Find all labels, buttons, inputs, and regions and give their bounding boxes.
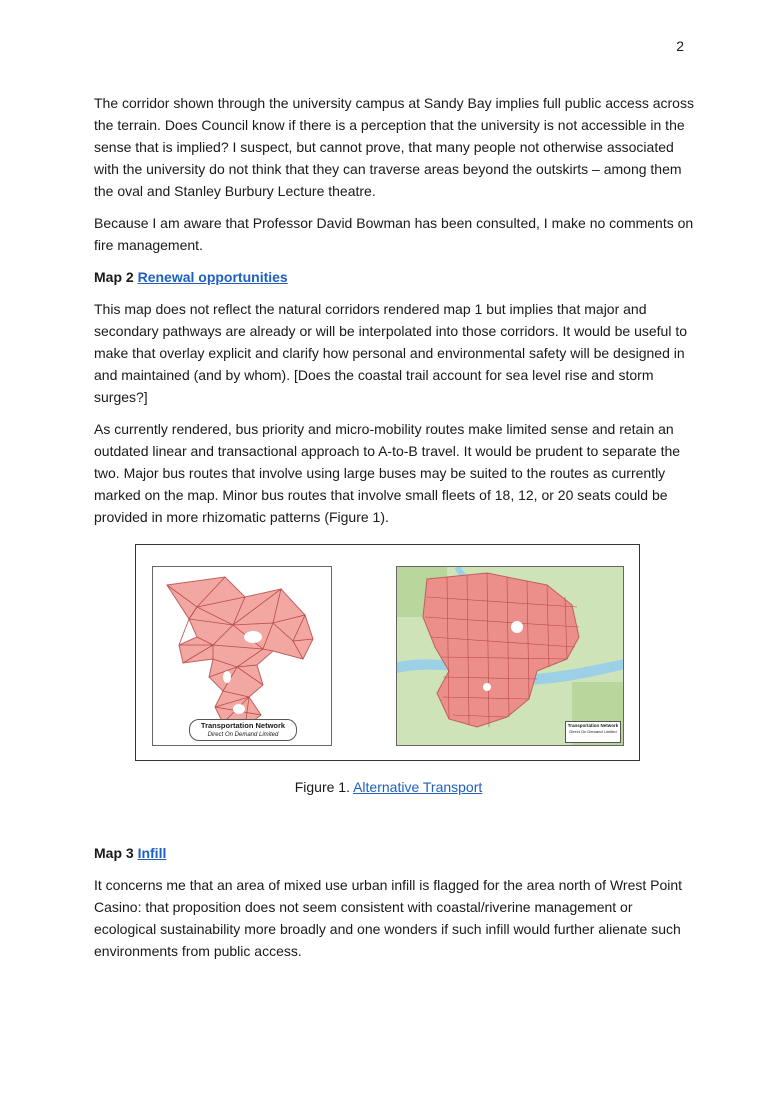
paragraph-urban-infill: It concerns me that an area of mixed use urban infill is flagged for the area north of Wrest Point Casino: that proposition does not seem consistent with coastal/riverine management or ecological sustainability more broadly and one wonders if such infill would further alienate such environments from public access. xyxy=(94,877,683,959)
infill-link[interactable]: Infill xyxy=(137,845,167,861)
renewal-opportunities-link[interactable]: Renewal opportunities xyxy=(137,269,288,285)
alternative-transport-link[interactable]: Alternative Transport xyxy=(353,779,483,795)
paragraph-fire-management: Because I am aware that Professor David Bowman has been consulted, I make no comments on fire management. xyxy=(94,215,694,253)
city-map-graphic xyxy=(397,567,624,746)
paragraph-natural-corridors: This map does not reflect the natural corridors rendered map 1 but implies that major and secondary pathways are already or will be interpolated into those corridors. It would be useful to make that overlay explicit and clarify how personal and environmental safety will be designed in and maintained (and by whom). [Does the coastal trail account for sea level rise and storm surges?] xyxy=(94,301,687,405)
paragraph-bus-routes: As currently rendered, bus priority and micro-mobility routes make limited sense and retain an outdated linear and transactional approach to A-to-B travel. It would be prudent to separate the two. Major bus routes that involve using large buses may be suited to the routes as currently marked on the map. Minor bus routes that involve small fleets of 18, 12, or 20 seats could be provided in more rhizomatic patterns (Figure 1). xyxy=(94,421,681,525)
left-legend-subtitle: Direct On Demand Limited xyxy=(207,732,279,738)
map3-heading xyxy=(94,842,694,864)
figure-1-box xyxy=(135,544,640,761)
right-legend-subtitle: Direct On Demand Limited xyxy=(569,729,617,734)
network-diagram-panel xyxy=(152,566,332,746)
body-text-section xyxy=(94,92,694,538)
right-legend-title: Transportation Network xyxy=(567,723,619,728)
right-map-legend xyxy=(565,721,621,743)
figure-caption xyxy=(0,776,777,798)
map3-heading-prefix: Map 3 xyxy=(94,845,134,861)
page-number: 2 xyxy=(676,38,684,54)
left-legend-title: Transportation Network xyxy=(200,721,286,730)
map2-heading-prefix: Map 2 xyxy=(94,269,134,285)
infill-section xyxy=(94,842,694,972)
map2-heading xyxy=(94,266,694,288)
paragraph-university-corridor: The corridor shown through the university campus at Sandy Bay implies full public access across the terrain. Does Council know if there is a perception that the university is not accessible in the sense that is implied? I suspect, but cannot prove, that many people not otherwise associated with the university do not think that they can traverse areas beyond the outskirts – among them the oval and Stanley Burbury Lecture theatre. xyxy=(94,95,694,199)
left-map-legend xyxy=(189,719,297,741)
figure-caption-prefix: Figure 1. xyxy=(294,779,350,795)
city-map-panel xyxy=(396,566,624,746)
